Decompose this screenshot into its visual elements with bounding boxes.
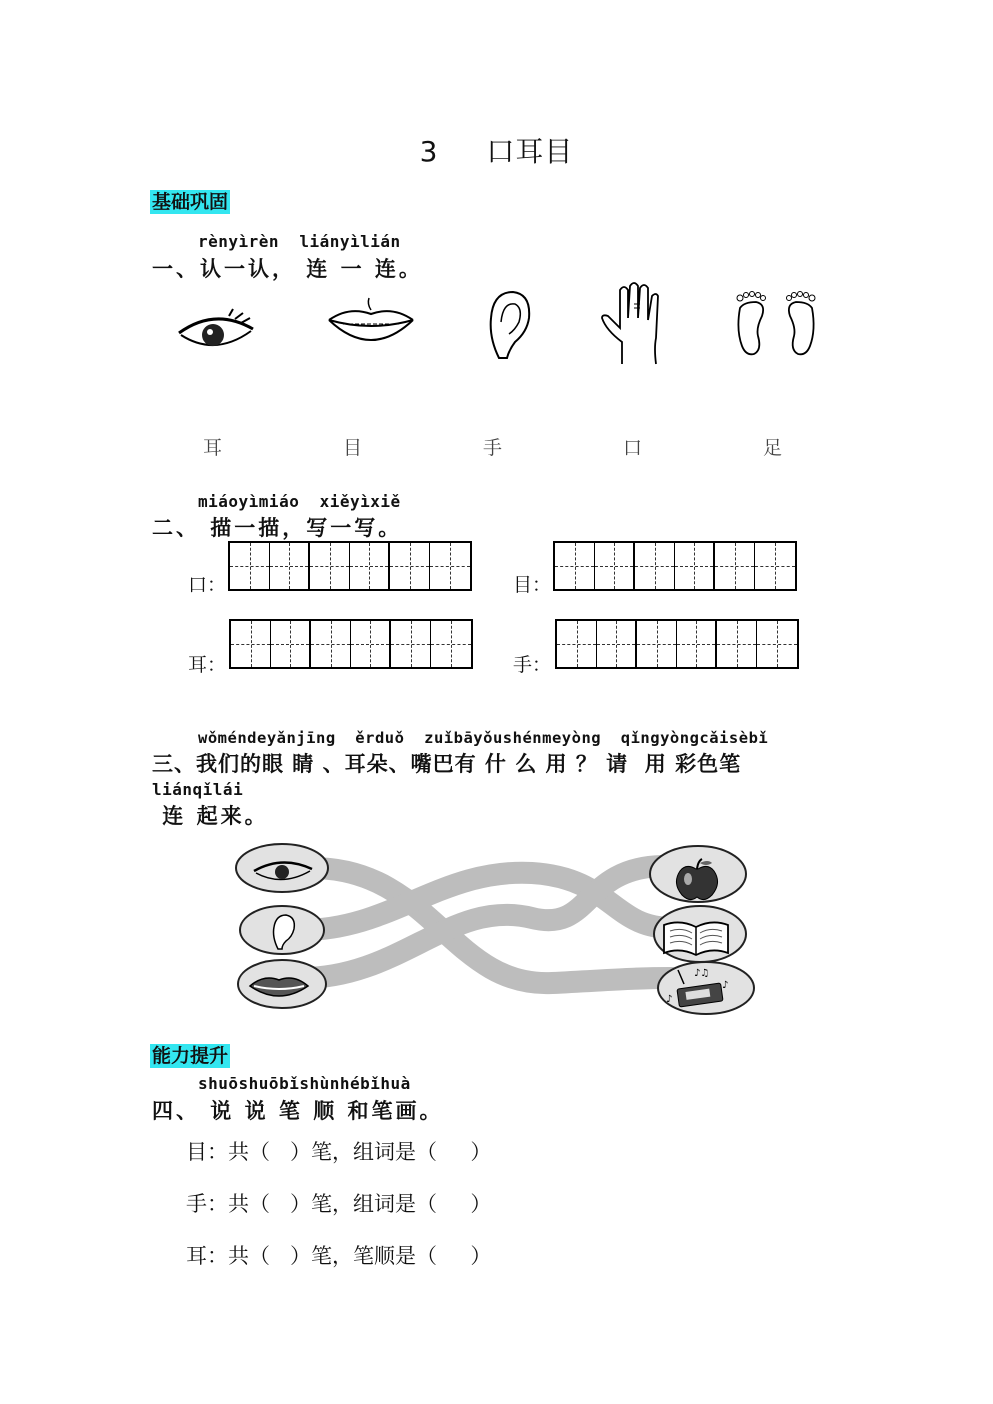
writing-grid-er[interactable]	[229, 619, 473, 669]
writing-grid-mu[interactable]	[553, 541, 797, 591]
q1-char-5: 足	[763, 437, 783, 459]
q4-line-mu[interactable]: 目：共（ ）笔，组词是（ ）	[186, 1140, 492, 1164]
svg-text:♪: ♪	[666, 994, 673, 1005]
q2-label-shou: 手：	[513, 654, 552, 676]
q2-label-er: 耳：	[188, 654, 227, 676]
mouth-icon	[325, 296, 417, 356]
lesson-number: 3	[419, 135, 439, 168]
eye-icon	[252, 855, 314, 885]
lesson-title: 口耳目	[486, 135, 574, 168]
q4-heading: 四、 说 说 笔 顺 和笔画。	[152, 1098, 444, 1123]
q2-label-mu: 目：	[513, 574, 552, 596]
q2-label-kou: 口：	[188, 574, 227, 596]
q1-char-3: 手	[483, 437, 503, 459]
q1-heading: 一、认一认， 连 一 连。	[152, 256, 423, 281]
mouth-icon	[248, 972, 310, 1002]
q4-line-er[interactable]: 耳：共（ ）笔，笔顺是（ ）	[186, 1244, 492, 1268]
section-tag-advanced: 能力提升	[152, 1045, 229, 1067]
radio-icon	[664, 966, 734, 1012]
hand-icon	[598, 282, 668, 366]
q3-heading-line1: 三、我们的眼 睛 、耳朵、嘴巴有 什 么 用 ？ 请 用 彩色笔	[152, 751, 742, 776]
section-tag-basic: 基础巩固	[152, 191, 229, 213]
q2-pinyin: miáoyìmiáo xiěyìxiě	[198, 492, 401, 511]
apple-icon	[672, 857, 722, 903]
q3-pinyin-line1: wǒméndeyǎnjīng ěrduǒ zuǐbāyǒushénmeyòng qǐngyòngcǎisèbǐ	[198, 729, 769, 747]
eye-icon	[175, 305, 257, 355]
q3-pinyin-line2: liánqǐlái	[152, 780, 244, 799]
feet-icon	[732, 290, 820, 358]
writing-grid-shou[interactable]	[555, 619, 799, 669]
q1-char-4: 口	[623, 437, 643, 459]
writing-grid-kou[interactable]	[228, 541, 472, 591]
ear-icon	[270, 913, 298, 951]
svg-text:♪: ♪	[722, 980, 729, 991]
book-icon	[660, 917, 732, 959]
q1-pinyin: rènyìrèn liányìlián	[198, 232, 401, 251]
page-title	[0, 130, 993, 170]
q4-pinyin: shuōshuōbǐshùnhébǐhuà	[198, 1074, 411, 1093]
q1-char-2: 目	[343, 437, 363, 459]
ear-icon	[485, 288, 535, 362]
q2-heading: 二、 描一描，写一写。	[152, 515, 403, 540]
q4-line-shou[interactable]: 手：共（ ）笔，组词是（ ）	[186, 1192, 492, 1216]
svg-text:♪♫: ♪♫	[694, 968, 710, 979]
q3-heading-line2: 连 起来。	[152, 803, 269, 828]
q1-char-1: 耳	[203, 437, 223, 459]
